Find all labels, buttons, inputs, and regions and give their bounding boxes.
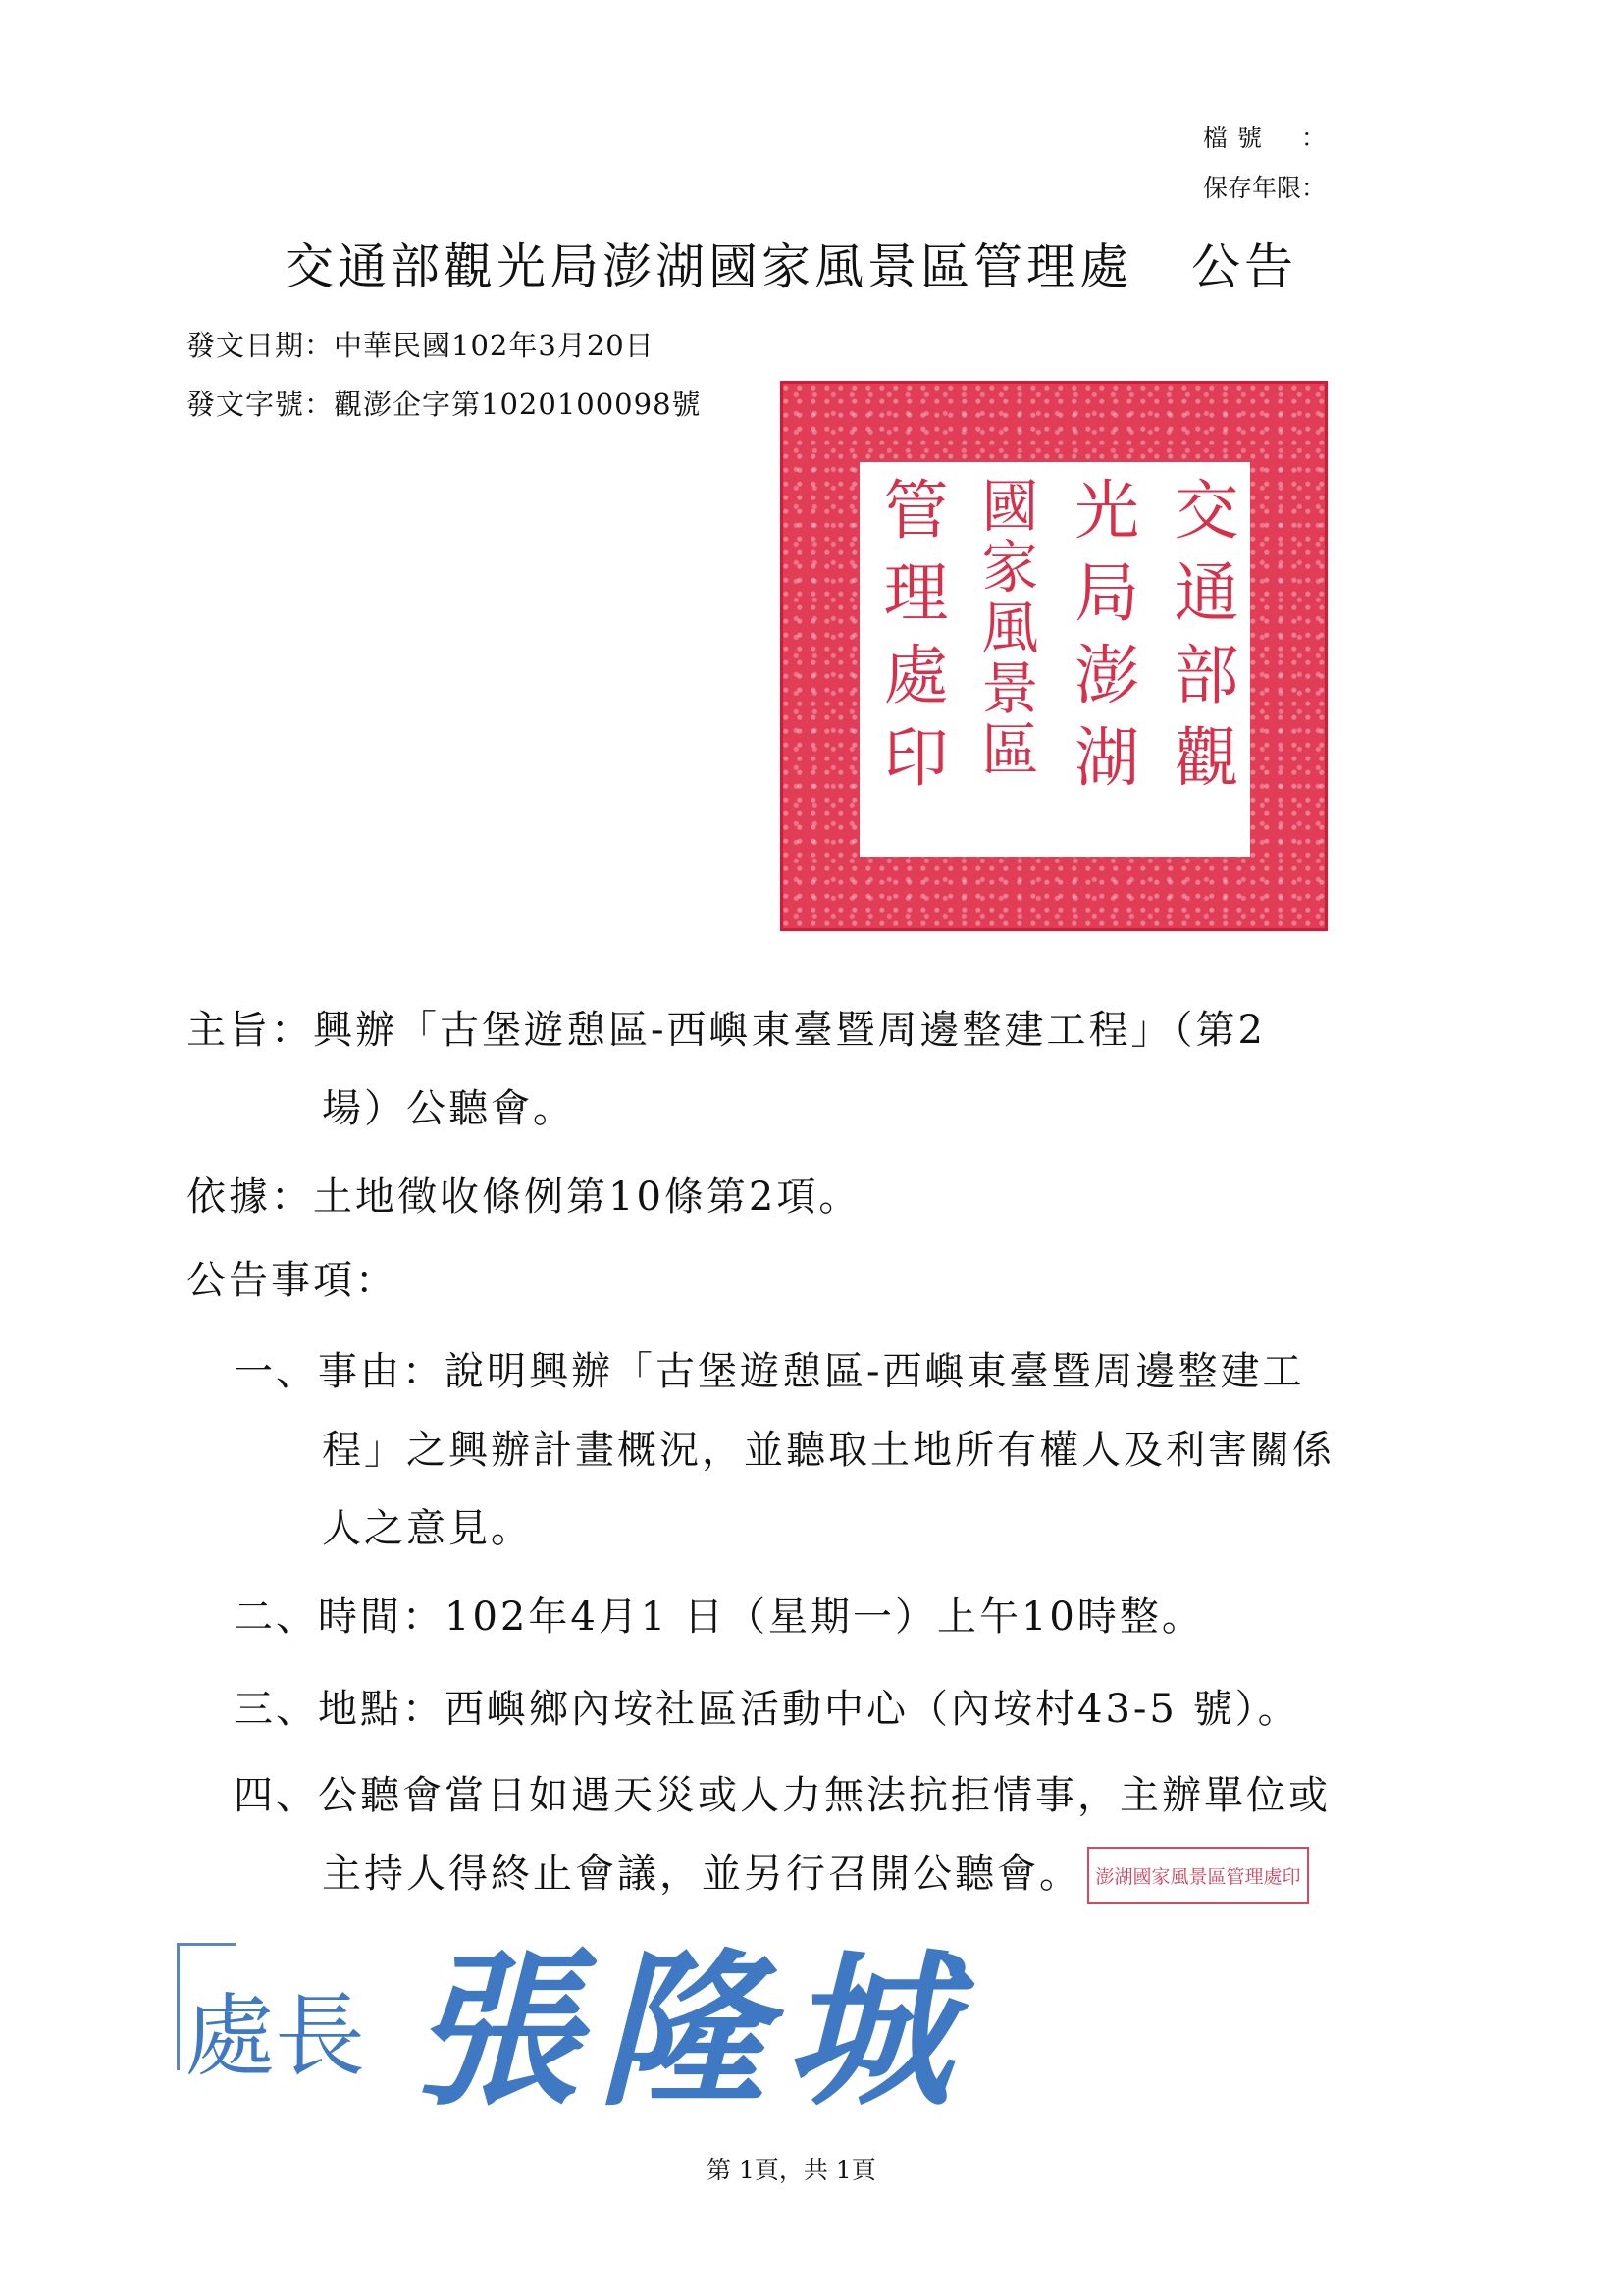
retention-colon: ： xyxy=(1301,174,1327,202)
item-1-line-1: 一、事由：說明興辦「古堡遊憩區-西嶼東臺暨周邊整建工 xyxy=(234,1349,1305,1394)
subject-text-1: 興辦「古堡遊憩區-西嶼東臺暨周邊整建工程」（第2 xyxy=(313,1008,1266,1053)
official-seal xyxy=(780,381,1328,931)
issue-date-value: 中華民國102年3月20日 xyxy=(334,329,654,362)
item-4-line-2: 主持人得終止會議，並另行召開公聽會。 xyxy=(322,1852,1081,1897)
basis-text: 土地徵收條例第10條第2項。 xyxy=(313,1174,862,1220)
signature-stamp xyxy=(184,1984,366,2089)
signature-title: 處長 xyxy=(184,1984,366,2089)
item-3: 三、地點：西嶼鄉內垵社區活動中心（內垵村43-5 號）。 xyxy=(234,1687,1300,1732)
signature-name: 張隆城 xyxy=(412,1933,972,2129)
item-3-number: 三、 xyxy=(234,1687,318,1732)
signature-frame-top xyxy=(177,1943,236,1948)
items-heading: 公告事項： xyxy=(186,1258,397,1303)
issue-number-label: 發文字號 xyxy=(186,388,305,421)
subject-label: 主旨： xyxy=(186,1008,313,1053)
issue-date-label: 發文日期 xyxy=(186,329,305,362)
issue-number-row: 發文字號：觀澎企字第1020100098號 xyxy=(186,388,702,421)
signature-frame-left xyxy=(177,1943,182,2070)
seal-inscription xyxy=(860,462,1250,857)
item-1-line-2: 程」之興辦計畫概況，並聽取土地所有權人及利害關係 xyxy=(322,1428,1335,1473)
basis-label: 依據： xyxy=(186,1174,313,1220)
agency-name: 交通部觀光局澎湖國家風景區管理處 xyxy=(285,238,1132,295)
issue-number-value: 觀澎企字第1020100098號 xyxy=(334,388,702,421)
item-2-number: 二、 xyxy=(234,1594,318,1640)
small-seal xyxy=(1087,1847,1309,1904)
seal-column-3: 國家風景區 xyxy=(971,476,1039,780)
subject-line-2: 場）公聽會。 xyxy=(322,1086,575,1131)
file-number-label: 檔號 xyxy=(1203,124,1262,152)
small-seal-text: 澎湖國家風景區管理處印 xyxy=(1095,1865,1301,1888)
item-1-number: 一、 xyxy=(234,1349,318,1394)
document-type: 公告 xyxy=(1191,238,1297,295)
seal-column-2: 光局澎湖 xyxy=(1063,476,1139,806)
retention-label: 保存年限 xyxy=(1203,174,1302,202)
subject-line-1 xyxy=(186,1008,1266,1053)
page-number: 第 1頁，共 1頁 xyxy=(707,2156,876,2184)
seal-column-1: 交通部觀 xyxy=(1162,476,1238,806)
item-1-line-3: 人之意見。 xyxy=(322,1506,533,1551)
item-2: 二、時間：102年4月1 日（星期一）上午10時整。 xyxy=(234,1594,1204,1640)
item-4-number: 四、 xyxy=(234,1773,318,1818)
issue-date-row: 發文日期：中華民國102年3月20日 xyxy=(186,329,654,362)
item-4-line-1: 四、公聽會當日如遇天災或人力無法抗拒情事，主辦單位或 xyxy=(234,1773,1331,1818)
document-title xyxy=(285,228,1297,298)
seal-column-4: 管理處印 xyxy=(872,476,948,806)
basis-line xyxy=(186,1174,862,1220)
file-number-colon: ： xyxy=(1301,124,1327,152)
signature-name-block xyxy=(412,1933,972,2129)
